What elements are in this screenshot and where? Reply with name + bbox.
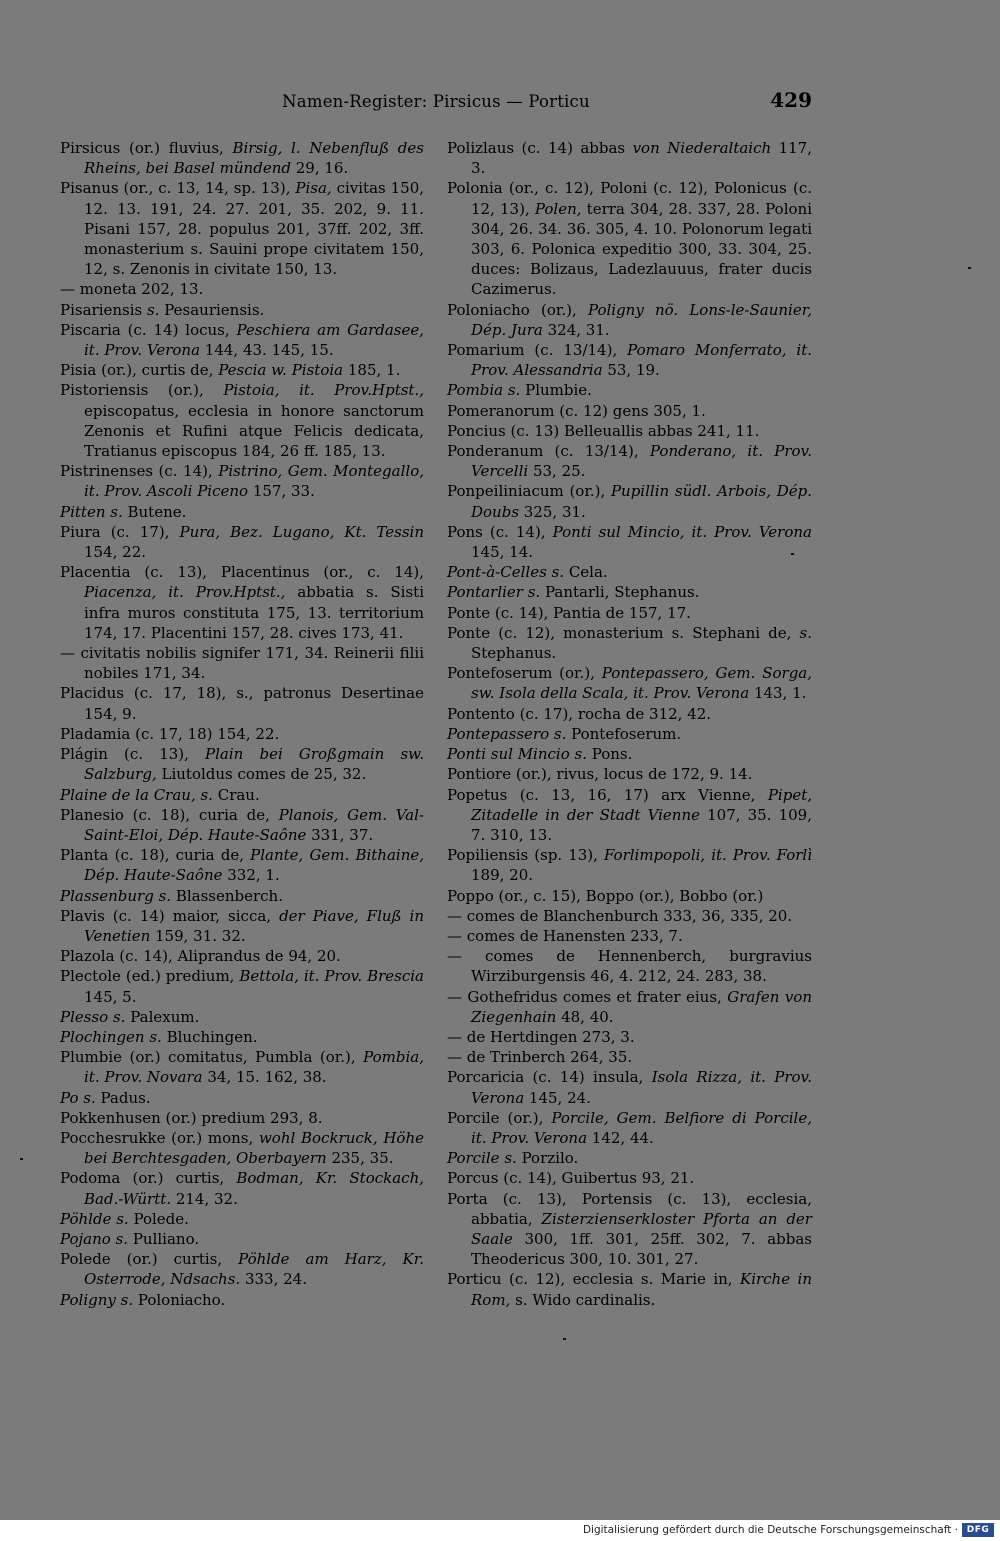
index-entry [60, 1108, 424, 1128]
entry-gloss: Forlimpopoli, it. Prov. Forlì [603, 846, 812, 865]
entry-text: Popiliensis (sp. 13), [447, 846, 604, 865]
entry-text: Ponte (c. 14), Pantia de 157, 17. [447, 603, 691, 622]
running-title: Namen-Register: Pirsicus — Porticu [282, 92, 590, 111]
entry-text: Polede. [128, 1209, 189, 1228]
entry-text: terra 304, 28. 337, 28. Poloni 304, 26. 34. 36. 305, 4. 10. Polonorum legati 303, 6. Polonica expeditio 300, 33. 304, 25. duces: Bolizaus, Ladezlauuus, frater ducis Cazimerus. [471, 199, 812, 299]
index-entry [60, 845, 424, 885]
index-entry [60, 946, 424, 966]
entry-text: Pokkenhusen (or.) predium 293, 8. [60, 1108, 323, 1127]
entry-gloss: Plassenburg s. [60, 886, 172, 905]
entry-text: — civitatis nobilis signifer 171, 34. Reinerii filii nobiles 171, 34. [60, 644, 424, 683]
index-entry [447, 926, 812, 946]
entry-text: Poloniacho (or.), [447, 300, 588, 319]
entry-text: — comes de Hennenberch, burgravius Wirziburgensis 46, 4. 212, 24. 283, 38. [447, 947, 812, 986]
entry-text: Butene. [122, 502, 187, 521]
index-entry [60, 886, 424, 906]
entry-text: Blassenberch. [171, 886, 283, 905]
index-entry [447, 1168, 812, 1188]
entry-gloss: Pontepassero, Gem. Sorga, sw. Isola della Scala, it. Prov. Verona [471, 664, 813, 703]
index-entry [60, 562, 424, 643]
entry-text: Plumbie (or.) comitatus, Pumbla (or.), [60, 1048, 364, 1067]
entry-text: Placidus (c. 17, 18), s., patronus Desertinae 154, 9. [60, 684, 424, 723]
funding-credit: Digitalisierung gefördert durch die Deutsche Forschungsgemeinschaft · [582, 1524, 958, 1536]
index-entry [447, 1108, 812, 1148]
entry-gloss: Porcile s. [447, 1149, 517, 1168]
index-entry [60, 502, 424, 522]
entry-gloss: Po s. [60, 1088, 96, 1107]
entry-gloss: Pöhlde s. [60, 1209, 129, 1228]
index-entry [447, 1269, 812, 1309]
index-entry [447, 1047, 812, 1067]
index-entry [447, 704, 812, 724]
entry-text: Stephanus. [471, 644, 557, 663]
entry-text: 145, 5. [84, 987, 137, 1006]
index-entry [447, 441, 812, 481]
entry-gloss: Plain bei Großgmain sw. Salzburg, [84, 745, 424, 784]
index-entry [447, 340, 812, 380]
index-entry [447, 522, 812, 562]
index-entry [60, 461, 424, 501]
entry-text: Pons. [586, 745, 633, 764]
scan-speck [968, 267, 971, 269]
entry-text: Pontefoserum. [566, 724, 682, 743]
entry-text: 53, 19. [602, 361, 660, 380]
index-entry [447, 380, 812, 400]
index-entry [60, 138, 424, 178]
entry-gloss: Pojano s. [60, 1229, 129, 1248]
index-entry [60, 300, 424, 320]
index-entry [447, 744, 812, 764]
index-entry [60, 522, 424, 562]
entry-gloss: Polen, [534, 199, 582, 218]
entry-gloss: Ponderano, it. Prov. Vercelli [471, 442, 812, 481]
entry-gloss: Ponti sul Mincio, it. Prov. Verona [552, 522, 812, 541]
entry-text: 107, 35. 109, 7. 310, 13. [471, 805, 812, 844]
entry-text: Planesio (c. 18), curia de, [60, 805, 279, 824]
entry-text: Pontento (c. 17), rocha de 312, 42. [447, 704, 712, 723]
footer-bar [0, 1520, 1000, 1541]
entry-gloss: Grafen von Ziegenhain [471, 987, 813, 1026]
page-number: 429 [770, 88, 812, 112]
entry-text: Pisanus (or., c. 13, 14, sp. 13), [60, 179, 296, 198]
entry-gloss: Poligny s. [60, 1290, 134, 1309]
entry-gloss: von Niederaltaich [632, 139, 772, 157]
entry-text: Pladamia (c. 17, 18) 154, 22. [60, 724, 280, 743]
entry-gloss: Pöhlde am Harz, Kr. Osterrode, Ndsachs. [84, 1250, 424, 1289]
entry-text: 34, 15. 162, 38. [202, 1068, 327, 1087]
entry-text: Pisariensis [60, 300, 147, 319]
entry-text: Pontiore (or.), rivus, locus de 172, 9. 14. [447, 765, 753, 784]
entry-text: 157, 33. [248, 482, 315, 501]
entry-text: 185, 1. [343, 361, 401, 380]
entry-gloss: Pombia s. [447, 381, 521, 400]
index-entry [447, 1189, 812, 1270]
entry-text: — de Hertdingen 273, 3. [447, 1027, 635, 1046]
index-entry [447, 603, 812, 623]
entry-text: 333, 24. [240, 1270, 307, 1289]
entry-gloss: Pont-à-Celles s. [447, 563, 565, 582]
dfg-logo: DFG [962, 1523, 994, 1537]
entry-gloss: Plante, Gem. Bithaine, Dép. Haute-Saône [84, 846, 424, 885]
entry-text: 325, 31. [519, 502, 586, 521]
index-entry [60, 785, 424, 805]
entry-gloss: Pupillin südl. Arbois, Dép. Doubs [471, 482, 812, 521]
index-entry [447, 845, 812, 885]
entry-text: Piscaria (c. 14) locus, [60, 320, 237, 339]
entry-text: Porzilo. [516, 1149, 579, 1168]
entry-gloss: Bettola, it. Prov. Brescia [239, 967, 425, 986]
scan-speck [20, 1158, 23, 1160]
index-entry [447, 300, 812, 340]
index-entry [447, 886, 812, 906]
index-entry [447, 401, 812, 421]
entry-text: Poppo (or., c. 15), Boppo (or.), Bobbo (or.) [447, 886, 764, 905]
entry-text: — comes de Blanchenburch 333, 36, 335, 20. [447, 906, 793, 925]
entry-gloss: Plaine de la Crau, s. [60, 785, 213, 804]
entry-text: 143, 1. [749, 684, 807, 703]
entry-gloss: Pitten [60, 502, 106, 521]
index-entry [447, 178, 812, 299]
entry-text: Pomeranorum (c. 12) gens 305, 1. [447, 401, 706, 420]
index-entry [447, 1067, 812, 1107]
index-entry [60, 1128, 424, 1168]
index-entry [447, 906, 812, 926]
entry-text: Podoma (or.) curtis, [60, 1169, 237, 1188]
entry-text: Pantarli, Stephanus. [540, 583, 700, 602]
entry-text: Plazola (c. 14), Aliprandus de 94, 20. [60, 947, 341, 966]
entry-gloss: Planois, Gem. Val-Saint-Eloi, Dép. Haute-Saône [84, 805, 424, 844]
index-entry [60, 1027, 424, 1047]
entry-text: 117, 3. [471, 139, 812, 178]
entry-text: 324, 31. [542, 320, 610, 339]
entry-gloss: Pipet, Zitadelle in der Stadt Vienne [471, 785, 812, 824]
entry-gloss: Plochingen s. [60, 1027, 162, 1046]
index-entry [60, 1229, 424, 1249]
entry-text: 154, 22. [84, 543, 147, 562]
index-entry [60, 744, 424, 784]
index-entry [60, 683, 424, 723]
index-entry [447, 582, 812, 602]
entry-text: 300, 1ff. 301, 25ff. 302, 7. abbas Theodericus 300, 10. 301, 27. [471, 1229, 812, 1269]
entry-text: 142, 44. [587, 1128, 654, 1147]
index-entry [447, 764, 812, 784]
entry-text: episcopatus, ecclesia in honore sanctorum Zenonis et Rufini atque Felicis dedicata, Tratianus episcopus 184, 26 ff. 185, 13. [84, 401, 424, 461]
entry-gloss: wohl Bockruck, Höhe bei Berchtesgaden, Oberbayern [84, 1128, 424, 1168]
index-entry [60, 724, 424, 744]
index-entry [447, 421, 812, 441]
entry-text: Poncius (c. 13) Belleuallis abbas 241, 11. [447, 421, 760, 440]
entry-text: Bluchingen. [161, 1027, 258, 1046]
index-entry [60, 906, 424, 946]
entry-text: Ponderanum (c. 13/14), [447, 442, 650, 461]
entry-gloss: Peschiera am Gardasee, it. Prov. Verona [84, 320, 425, 360]
entry-gloss: Pisa, [295, 179, 332, 198]
index-column-right [447, 138, 812, 1310]
scan-speck [563, 1338, 566, 1340]
entry-text: 235, 35. [326, 1149, 394, 1168]
entry-text: Piura (c. 17), [60, 522, 180, 541]
entry-text: Palexum. [125, 1007, 200, 1026]
entry-text: Padus. [95, 1088, 151, 1107]
index-entry [447, 946, 812, 986]
index-entry [447, 481, 812, 521]
index-entry [60, 1249, 424, 1289]
entry-text: Pontefoserum (or.), [447, 664, 602, 683]
entry-text: civitas 150, 12. 13. 191, 24. 27. 201, 35. 202, 9. 11. Pisani 157, 28. populus 201, 37ff. 202, 3ff. monasterium s. Sauini prope civitatem 150, 12, s. Zenonis in civitate 150, 13. [84, 179, 424, 279]
entry-gloss: Porcile, Gem. Belfiore di Porcile, it. Prov. Verona [471, 1108, 812, 1147]
entry-text: Pomarium (c. 13/14), [447, 341, 628, 360]
index-entry [60, 643, 424, 683]
entry-text: Plectole (ed.) predium, [60, 967, 240, 986]
entry-text: Plavis (c. 14) maior, sicca, [60, 906, 280, 925]
index-entry [60, 1088, 424, 1108]
entry-text: Porcus (c. 14), Guibertus 93, 21. [447, 1169, 695, 1188]
entry-text: 53, 25. [528, 462, 586, 481]
index-entry [447, 1027, 812, 1047]
entry-gloss: s. [799, 623, 812, 642]
entry-text: Pirsicus (or.) fluvius, [60, 139, 233, 157]
entry-text: Polonia (or., c. 12), Poloni (c. 12), Polonicus (c. 12, 13), [447, 179, 812, 218]
entry-text: 214, 32. [171, 1189, 238, 1208]
entry-gloss: s. [147, 300, 160, 319]
entry-gloss: Piacenza, it. Prov.Hptst., [84, 583, 286, 602]
index-entry [60, 320, 424, 360]
entry-text: Cela. [564, 563, 608, 582]
index-entry [60, 1168, 424, 1208]
entry-gloss: Pontarlier s. [447, 583, 541, 602]
entry-text: Polizlaus (c. 14) abbas [447, 139, 633, 157]
index-entry [60, 1007, 424, 1027]
index-entry [60, 1047, 424, 1087]
entry-text: Popetus (c. 13, 16, 17) arx Vienne, [447, 785, 768, 804]
entry-text: Planta (c. 18), curia de, [60, 846, 251, 865]
entry-gloss: Isola Rizza, it. Prov. Verona [471, 1068, 813, 1107]
index-entry [447, 785, 812, 846]
entry-gloss: Pistrino, Gem. Montegallo, it. Prov. Ascoli Piceno [84, 462, 424, 501]
entry-text: 145, 24. [524, 1088, 591, 1107]
entry-text: Porcaricia (c. 14) insula, [447, 1068, 652, 1087]
index-column-left [60, 138, 424, 1310]
entry-text: — comes de Hanensten 233, 7. [447, 926, 683, 945]
entry-text: Pocchesrukke (or.) mons, [60, 1128, 259, 1147]
index-entry [447, 562, 812, 582]
index-entry [60, 966, 424, 1006]
entry-gloss: Bodman, Kr. Stockach, Bad.-Württ. [84, 1169, 424, 1208]
index-entry [60, 178, 424, 279]
entry-gloss: Pura, Bez. Lugano, Kt. Tessin [179, 522, 424, 541]
index-entry [447, 987, 812, 1027]
entry-text: Poloniacho. [133, 1290, 226, 1309]
entry-text: 145, 14. [471, 543, 534, 562]
entry-text: 332, 1. [222, 866, 280, 885]
entry-gloss: Pomaro Monferrato, it. Prov. Alessandria [471, 341, 812, 380]
entry-text: 331, 37. [306, 825, 374, 844]
entry-text: Pistrinenses (c. 14), [60, 462, 219, 481]
entry-text: 48, 40. [556, 1007, 614, 1026]
entry-text: — Gothefridus comes et frater eius, [447, 987, 728, 1006]
entry-text: Porta (c. 13), Portensis (c. 13), ecclesia, abbatia, [447, 1189, 812, 1228]
entry-text: Polede (or.) curtis, [60, 1250, 239, 1269]
entry-gloss: der Piave, Fluß in Venetien [84, 906, 425, 945]
entry-text: s. Wido cardinalis. [510, 1290, 656, 1309]
entry-gloss: Pombia, it. Prov. Novara [84, 1048, 424, 1087]
entry-gloss: Pescia w. Pistoia [218, 361, 344, 380]
index-entry [60, 380, 424, 461]
entry-gloss: s. [105, 502, 123, 521]
entry-text: 189, 20. [471, 866, 534, 885]
entry-gloss: Pistoia, it. Prov.Hptst., [223, 381, 424, 400]
entry-text: Porticu (c. 12), ecclesia s. Marie in, [447, 1270, 740, 1289]
index-entry [60, 805, 424, 845]
page-header [60, 88, 812, 120]
index-entry [447, 724, 812, 744]
entry-text: Porcile (or.), [447, 1108, 552, 1127]
index-entry [447, 1148, 812, 1168]
entry-text: Crau. [212, 785, 260, 804]
entry-text: Pistoriensis (or.), [60, 381, 224, 400]
entry-text: 144, 43. 145, 15. [200, 341, 334, 360]
entry-text: — moneta 202, 13. [60, 280, 204, 299]
index-entry [60, 279, 424, 299]
scan-speck [791, 553, 794, 555]
index-entry [60, 1209, 424, 1229]
index-entry [60, 360, 424, 380]
entry-text: Ponpeiliniacum (or.), [447, 482, 611, 501]
index-entry [447, 138, 812, 178]
entry-text: Pesauriensis. [159, 300, 265, 319]
entry-gloss: Birsig, l. Nebenfluß des Rheins, bei Basel mündend [84, 139, 424, 178]
entry-gloss: Ponti sul Mincio s. [447, 745, 587, 764]
entry-text: Ponte (c. 12), monasterium s. Stephani de, [447, 623, 800, 642]
index-entry [447, 623, 812, 663]
entry-gloss: Poligny nö. Lons-le-Saunier, Dép. Jura [471, 300, 813, 339]
entry-text: Plumbie. [520, 381, 592, 400]
entry-text: Plágin (c. 13), [60, 745, 206, 764]
entry-text: — de Trinberch 264, 35. [447, 1048, 633, 1067]
entry-text: Liutoldus comes de 25, 32. [156, 765, 367, 784]
entry-text: Placentia (c. 13), Placentinus (or., c. 14), [60, 563, 424, 582]
entry-text: Pons (c. 14), [447, 522, 553, 541]
index-entry [447, 663, 812, 703]
entry-gloss: Plesso s. [60, 1007, 126, 1026]
entry-text: 29, 16. [290, 159, 349, 178]
entry-text: Pulliano. [128, 1229, 200, 1248]
entry-text: abbatia s. Sisti infra muros constituta 175, 13. territorium 174, 17. Placentini 157, 28. cives 173, 41. [84, 583, 424, 642]
entry-gloss: Zisterzienserkloster Pforta an der Saale [471, 1209, 812, 1248]
entry-text: 159, 31. 32. [150, 926, 246, 945]
index-entry [60, 1290, 424, 1310]
entry-gloss: Kirche in Rom, [471, 1270, 812, 1309]
entry-gloss: Pontepassero s. [447, 724, 567, 743]
entry-text: Pisia (or.), curtis de, [60, 361, 219, 380]
